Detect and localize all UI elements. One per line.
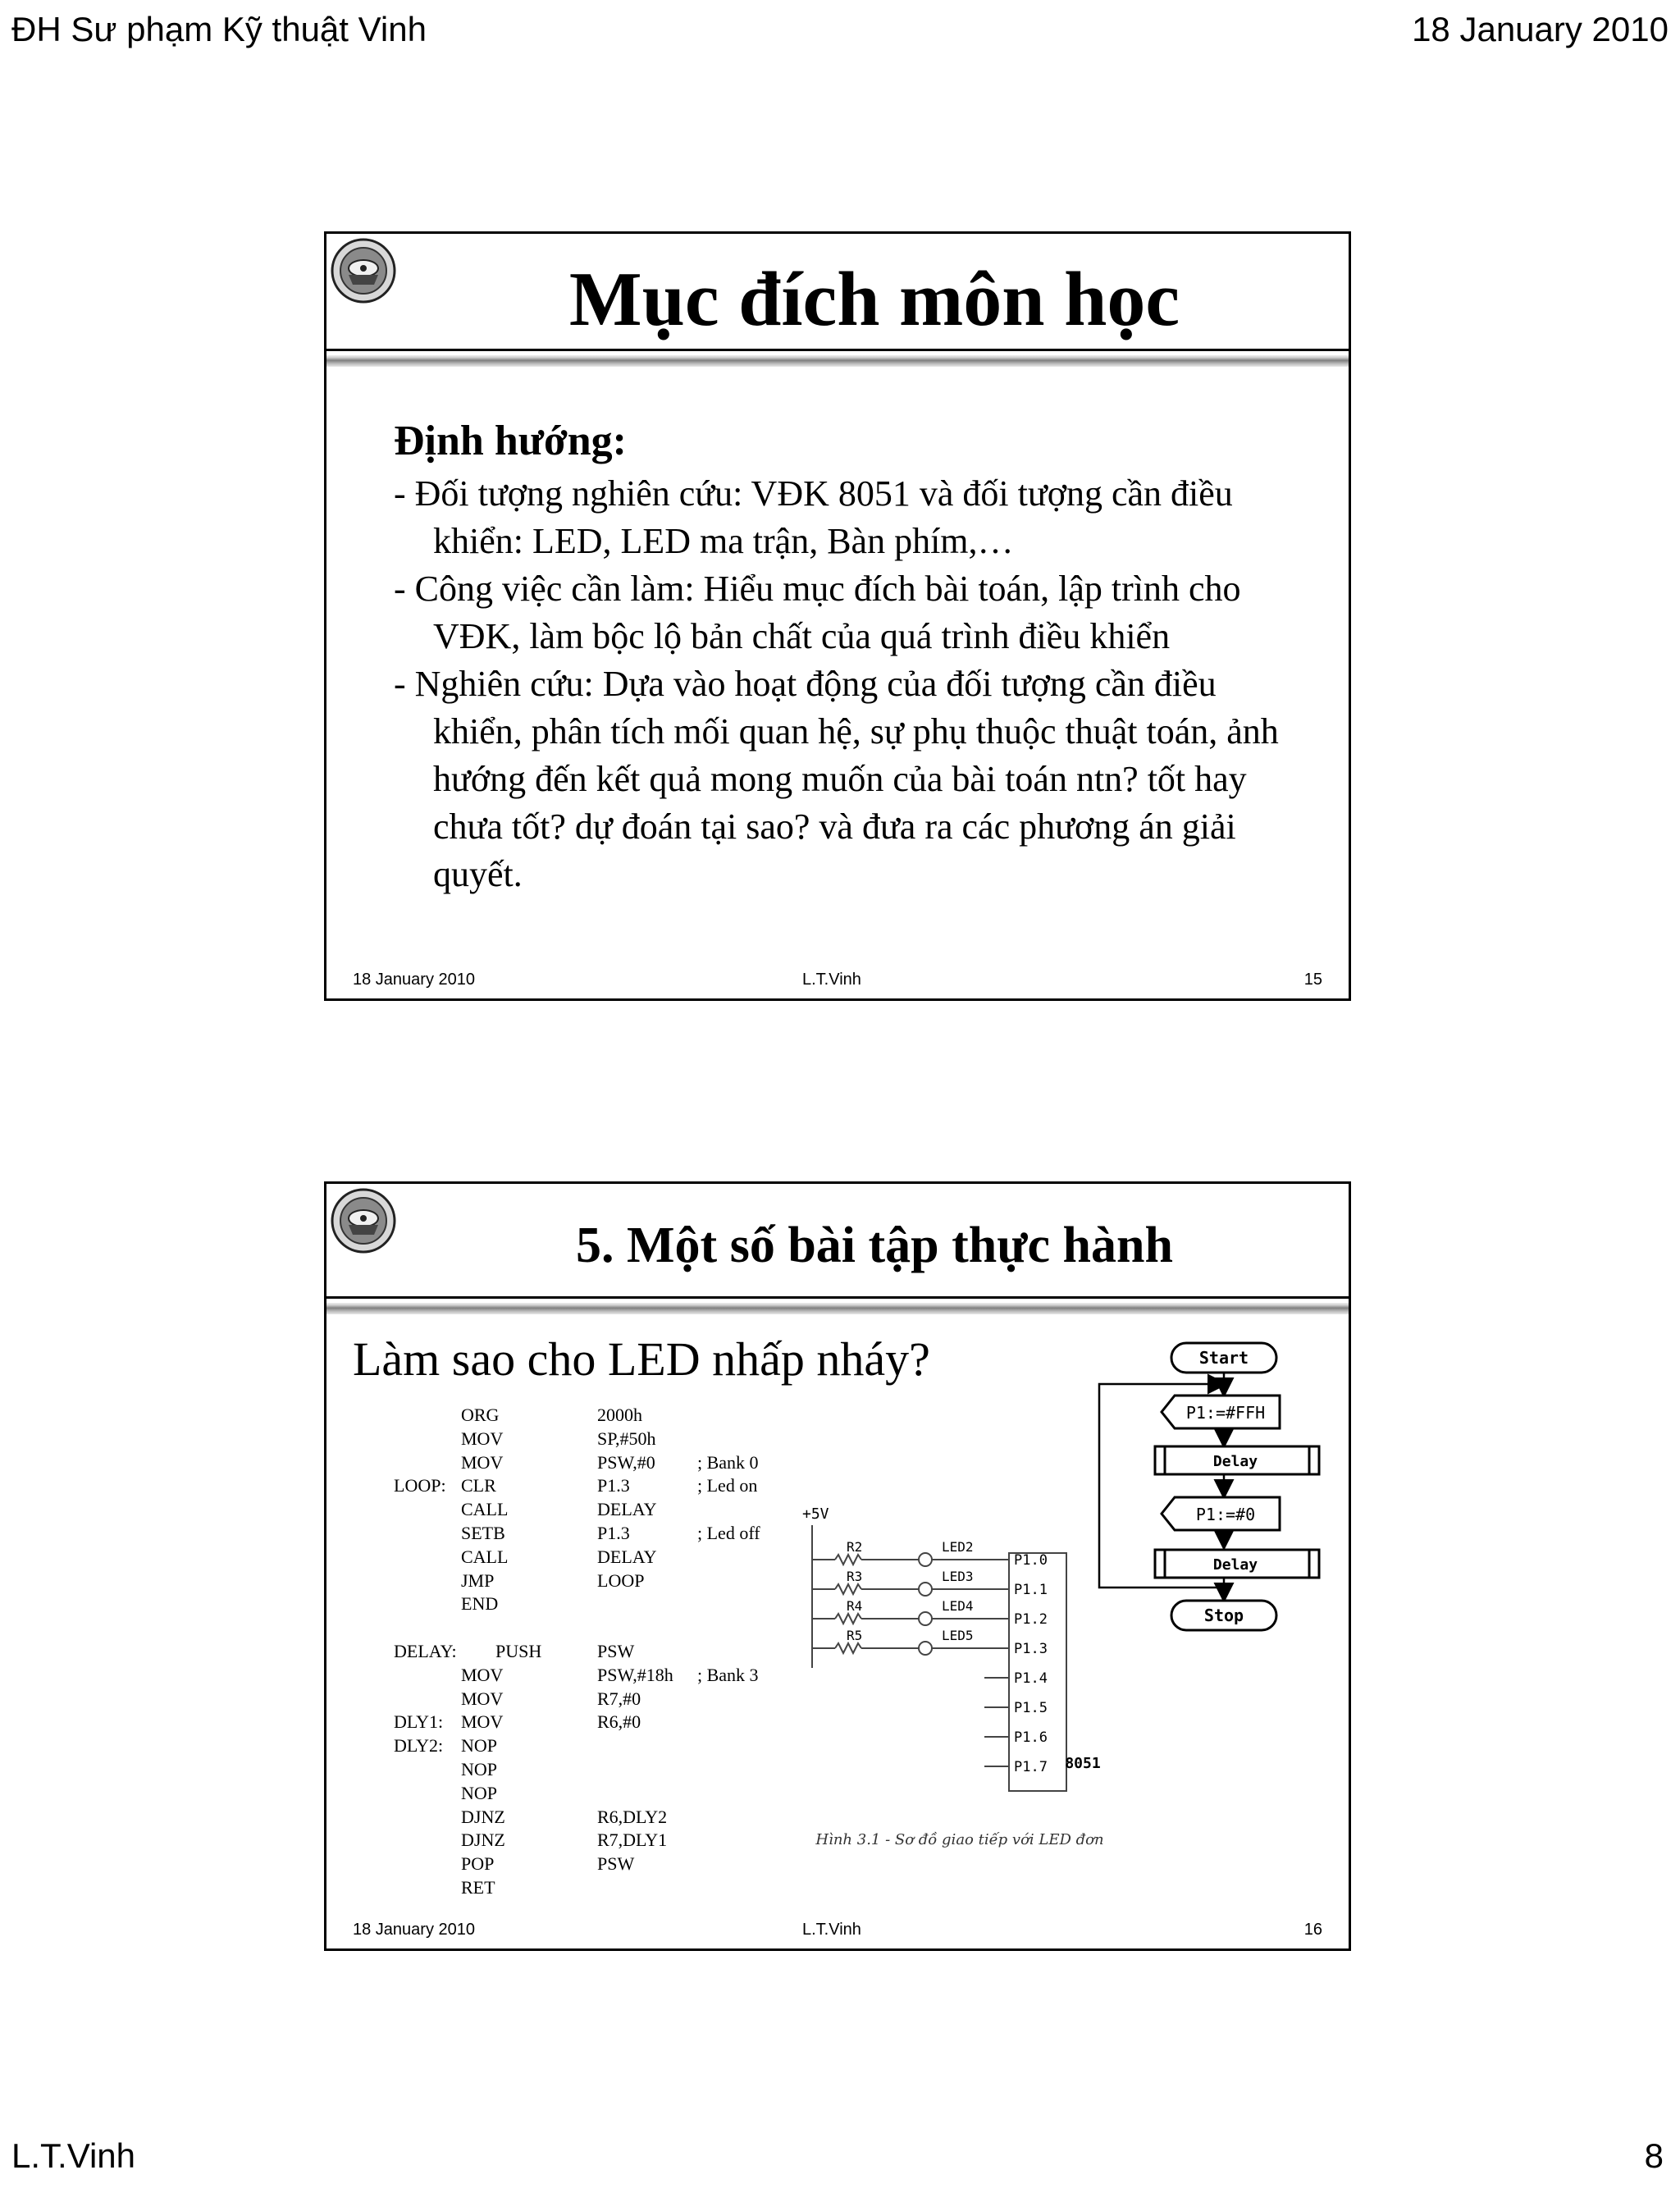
code-opcode: ORG bbox=[461, 1405, 500, 1425]
bullet-item: - Công việc cần làm: Hiểu mục đích bài toán, lập trình cho VĐK, làm bộc lộ bản chất của quá trình điều khiển bbox=[394, 569, 1241, 656]
code-opcode: POP bbox=[461, 1853, 495, 1875]
pin-label: P1.4 bbox=[1014, 1670, 1048, 1687]
code-opcode: NOP bbox=[461, 1735, 498, 1757]
code-operand: R7,DLY1 bbox=[597, 1830, 668, 1851]
slide-subtitle: Làm sao cho LED nhấp nháy? bbox=[353, 1332, 930, 1386]
code-opcode: NOP bbox=[461, 1782, 498, 1803]
code-opcode: MOV bbox=[461, 1664, 504, 1685]
code-label: DELAY: bbox=[394, 1640, 457, 1661]
chip-label: 8051 bbox=[1065, 1755, 1101, 1772]
slide-footer-number: 16 bbox=[1303, 1921, 1322, 1939]
flow-delay1-label: Delay bbox=[1212, 1453, 1258, 1470]
led-icon bbox=[919, 1612, 932, 1625]
flow-delay2-label: Delay bbox=[1212, 1556, 1258, 1574]
code-operand: R7,#0 bbox=[597, 1688, 641, 1709]
led-icon bbox=[919, 1642, 932, 1655]
code-opcode: MOV bbox=[461, 1451, 504, 1473]
code-opcode: SETB bbox=[461, 1522, 505, 1543]
slide-footer-author: L.T.Vinh bbox=[802, 971, 861, 989]
code-operand: 2000h bbox=[597, 1405, 642, 1425]
circuit-caption: Hình 3.1 - Sơ đồ giao tiếp với LED đơn bbox=[815, 1831, 1104, 1848]
led-icon bbox=[919, 1583, 932, 1596]
resistor-icon bbox=[835, 1584, 861, 1594]
page-header-date: 18 January 2010 bbox=[1412, 10, 1669, 48]
led-icon bbox=[919, 1553, 932, 1566]
code-opcode: MOV bbox=[461, 1688, 504, 1709]
code-operand: PSW bbox=[597, 1853, 635, 1875]
code-opcode: MOV bbox=[461, 1428, 504, 1449]
code-label: LOOP: bbox=[394, 1475, 446, 1496]
resistor-label: R4 bbox=[847, 1598, 863, 1614]
slide-footer-date: 18 January 2010 bbox=[353, 1921, 476, 1939]
code-opcode: END bbox=[461, 1593, 499, 1615]
code-operand: PSW bbox=[597, 1640, 635, 1661]
pin-label: P1.0 bbox=[1014, 1552, 1048, 1569]
code-label: DLY1: bbox=[394, 1711, 444, 1733]
code-operand: LOOP bbox=[597, 1569, 645, 1591]
led-driver-row bbox=[812, 1598, 1009, 1625]
flow-step1-label: P1:=#FFH bbox=[1185, 1403, 1266, 1423]
slide-15 bbox=[324, 231, 1351, 1001]
pin-label: P1.1 bbox=[1014, 1582, 1048, 1598]
flow-stop-label: Stop bbox=[1203, 1606, 1244, 1625]
code-opcode: NOP bbox=[461, 1758, 498, 1779]
code-opcode: DJNZ bbox=[461, 1806, 505, 1827]
resistor-label: R2 bbox=[847, 1539, 863, 1555]
code-comment: ; Bank 3 bbox=[697, 1664, 759, 1685]
slide-footer-number: 15 bbox=[1303, 971, 1322, 989]
pin-label: P1.3 bbox=[1014, 1641, 1048, 1657]
title-divider bbox=[326, 349, 1349, 351]
flow-step2-label: P1:=#0 bbox=[1195, 1505, 1256, 1524]
title-bar bbox=[326, 355, 1349, 367]
code-operand: R6,DLY2 bbox=[597, 1806, 668, 1827]
page-number: 8 bbox=[1644, 2136, 1664, 2175]
led-driver-row bbox=[812, 1539, 1009, 1566]
code-opcode: RET bbox=[461, 1876, 495, 1898]
section-heading: Định hướng: bbox=[394, 418, 627, 464]
bullet-item: - Nghiên cứu: Dựa vào hoạt động của đối tượng cần điều khiển, phân tích mối quan hệ, sự phụ thuộc thuật toán, ảnh hướng đến kết quả mong muốn của bài toán ntn? tốt hay chưa tốt? dự đoán tại sao? và đưa ra các phương án giải quyết. bbox=[394, 664, 1279, 894]
pin-label: P1.7 bbox=[1014, 1759, 1048, 1775]
code-opcode: JMP bbox=[461, 1569, 495, 1591]
code-comment: ; Led on bbox=[697, 1475, 758, 1496]
resistor-icon bbox=[835, 1643, 861, 1653]
pin-label: P1.2 bbox=[1014, 1611, 1048, 1628]
slide-body bbox=[394, 416, 1296, 898]
slide-title: Mục đích môn học bbox=[568, 257, 1180, 342]
code-opcode: PUSH bbox=[495, 1640, 542, 1661]
code-operand: DELAY bbox=[597, 1546, 657, 1567]
code-operand: PSW,#0 bbox=[597, 1451, 655, 1473]
pin-label: P1.6 bbox=[1014, 1729, 1048, 1746]
slide-16 bbox=[324, 1181, 1351, 1951]
slide-title: 5. Một số bài tập thực hành bbox=[576, 1217, 1173, 1273]
code-opcode: CALL bbox=[461, 1499, 509, 1520]
code-opcode: MOV bbox=[461, 1711, 504, 1733]
led-label: LED5 bbox=[942, 1628, 974, 1643]
blink-flowchart bbox=[1089, 1340, 1335, 1652]
bullet-item: - Đối tượng nghiên cứu: VĐK 8051 và đối tượng cần điều khiển: LED, LED ma trận, Bàn phím,… bbox=[394, 473, 1233, 561]
title-divider bbox=[326, 1296, 1349, 1299]
code-operand: P1.3 bbox=[597, 1522, 630, 1543]
resistor-label: R3 bbox=[847, 1569, 863, 1584]
led-circuit-diagram bbox=[796, 1496, 1116, 1857]
code-comment: ; Bank 0 bbox=[697, 1451, 759, 1473]
resistor-label: R5 bbox=[847, 1628, 863, 1643]
title-bar bbox=[326, 1303, 1349, 1314]
slide-footer-date: 18 January 2010 bbox=[353, 971, 476, 989]
code-comment: ; Led off bbox=[697, 1522, 760, 1543]
code-operand: PSW,#18h bbox=[597, 1664, 673, 1685]
code-operand: P1.3 bbox=[597, 1475, 630, 1496]
code-operand: R6,#0 bbox=[597, 1711, 641, 1733]
code-opcode: DJNZ bbox=[461, 1830, 505, 1851]
led-label: LED2 bbox=[942, 1539, 974, 1555]
led-label: LED4 bbox=[942, 1598, 974, 1614]
supply-label: +5V bbox=[802, 1505, 829, 1523]
resistor-icon bbox=[835, 1555, 861, 1565]
led-label: LED3 bbox=[942, 1569, 974, 1584]
flow-start-label: Start bbox=[1198, 1348, 1249, 1368]
code-operand: SP,#50h bbox=[597, 1428, 656, 1449]
code-opcode: CALL bbox=[461, 1546, 509, 1567]
code-operand: DELAY bbox=[597, 1499, 657, 1520]
slide-footer-author: L.T.Vinh bbox=[802, 1921, 861, 1939]
code-opcode: CLR bbox=[461, 1475, 496, 1496]
page-header-institution: ĐH Sư phạm Kỹ thuật Vinh bbox=[11, 10, 427, 48]
led-driver-row bbox=[812, 1569, 1009, 1596]
page-footer-author: L.T.Vinh bbox=[11, 2136, 135, 2175]
resistor-icon bbox=[835, 1614, 861, 1624]
pin-label: P1.5 bbox=[1014, 1700, 1048, 1716]
led-driver-row bbox=[812, 1628, 1009, 1655]
code-label: DLY2: bbox=[394, 1735, 444, 1757]
